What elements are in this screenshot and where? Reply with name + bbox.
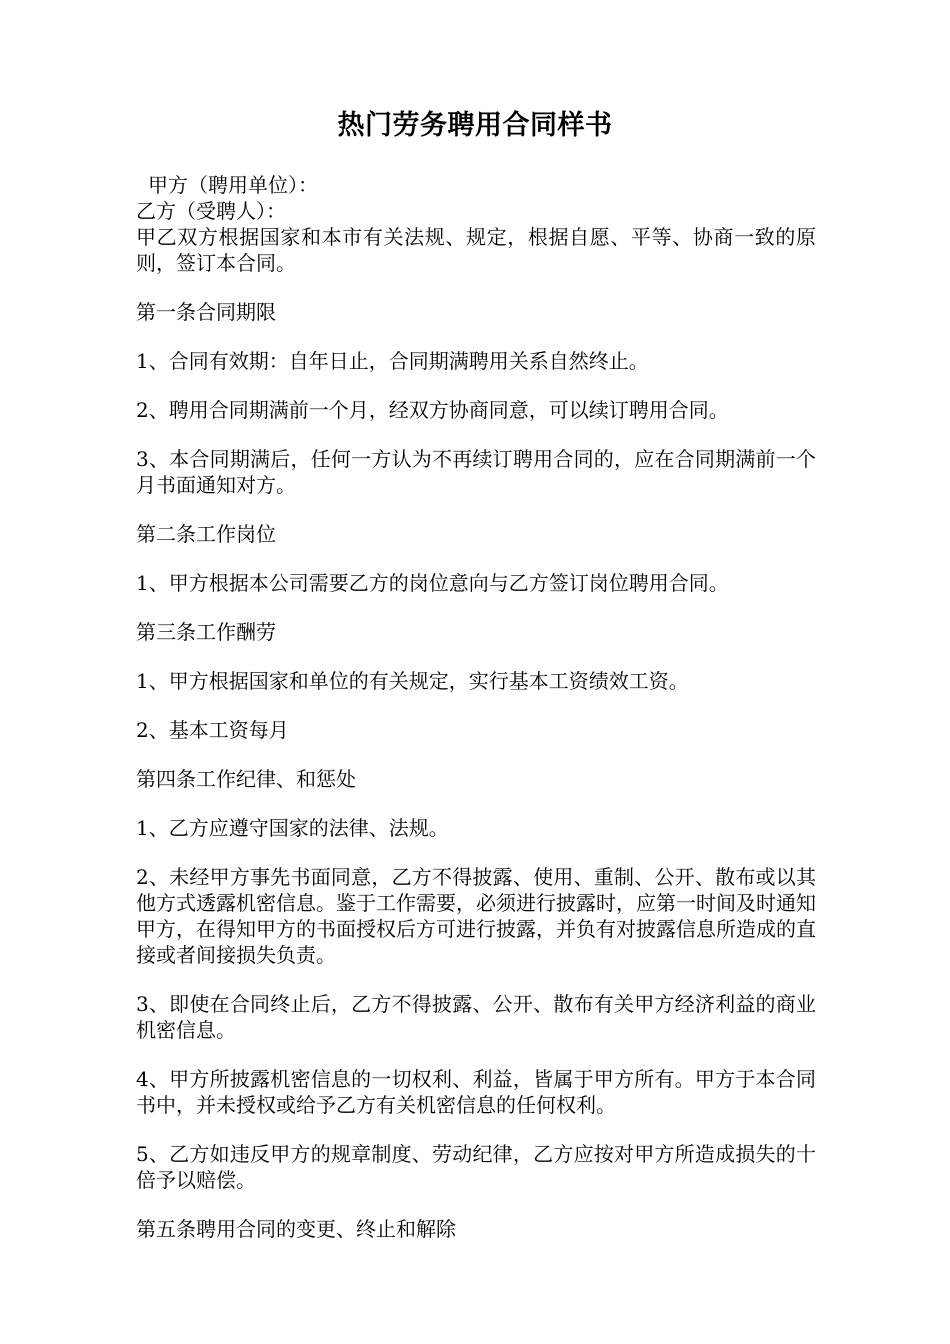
- article-1-clause-1: 1、合同有效期：自年日止，合同期满聘用关系自然终止。: [136, 349, 649, 373]
- document-title: 热门劳务聘用合同样书: [337, 110, 613, 141]
- article-3-clause-1: 1、甲方根据国家和单位的有关规定，实行基本工资绩效工资。: [136, 669, 689, 693]
- article-1-heading: 第一条合同期限: [136, 300, 276, 324]
- article-5-heading: 第五条聘用合同的变更、终止和解除: [136, 1217, 456, 1241]
- article-4-clause-2: 2、未经甲方事先书面同意，乙方不得披露、使用、重制、公开、散布或以其他方式透露机密信息。鉴于工作需要，必须进行披露时，应第一时间及时通知甲方，在得知甲方的书面授权后方可进行披露，并负有对披露信息所造成的直接或者间接损失负责。: [136, 865, 816, 967]
- article-4-clause-1: 1、乙方应遵守国家的法律、法规。: [136, 816, 449, 840]
- article-4-clause-4: 4、甲方所披露机密信息的一切权利、利益，皆属于甲方所有。甲方于本合同书中，并未授权或给予乙方有关机密信息的任何权利。: [136, 1067, 816, 1117]
- article-4-clause-3: 3、即使在合同终止后，乙方不得披露、公开、散布有关甲方经济利益的商业机密信息。: [136, 992, 816, 1042]
- article-1-clause-3: 3、本合同期满后，任何一方认为不再续订聘用合同的，应在合同期满前一个月书面通知对方。: [136, 447, 816, 497]
- article-4-heading: 第四条工作纪律、和惩处: [136, 767, 356, 791]
- article-3-heading: 第三条工作酬劳: [136, 620, 276, 644]
- preamble-paragraph: 甲乙双方根据国家和本市有关法规、规定，根据自愿、平等、协商一致的原则，签订本合同。: [136, 225, 816, 275]
- party-b-line: 乙方（受聘人）：: [136, 199, 286, 223]
- article-1-clause-2: 2、聘用合同期满前一个月，经双方协商同意，可以续订聘用合同。: [136, 398, 729, 422]
- document-body: [136, 172, 816, 1242]
- article-4-clause-5: 5、乙方如违反甲方的规章制度、劳动纪律，乙方应按对甲方所造成损失的十倍予以赔偿。: [136, 1142, 816, 1192]
- article-3-clause-2: 2、基本工资每月: [136, 718, 289, 742]
- article-2-clause-1: 1、甲方根据本公司需要乙方的岗位意向与乙方签订岗位聘用合同。: [136, 571, 729, 595]
- article-2-heading: 第二条工作岗位: [136, 522, 276, 546]
- party-a-line: 甲方（聘用单位）：: [148, 173, 318, 197]
